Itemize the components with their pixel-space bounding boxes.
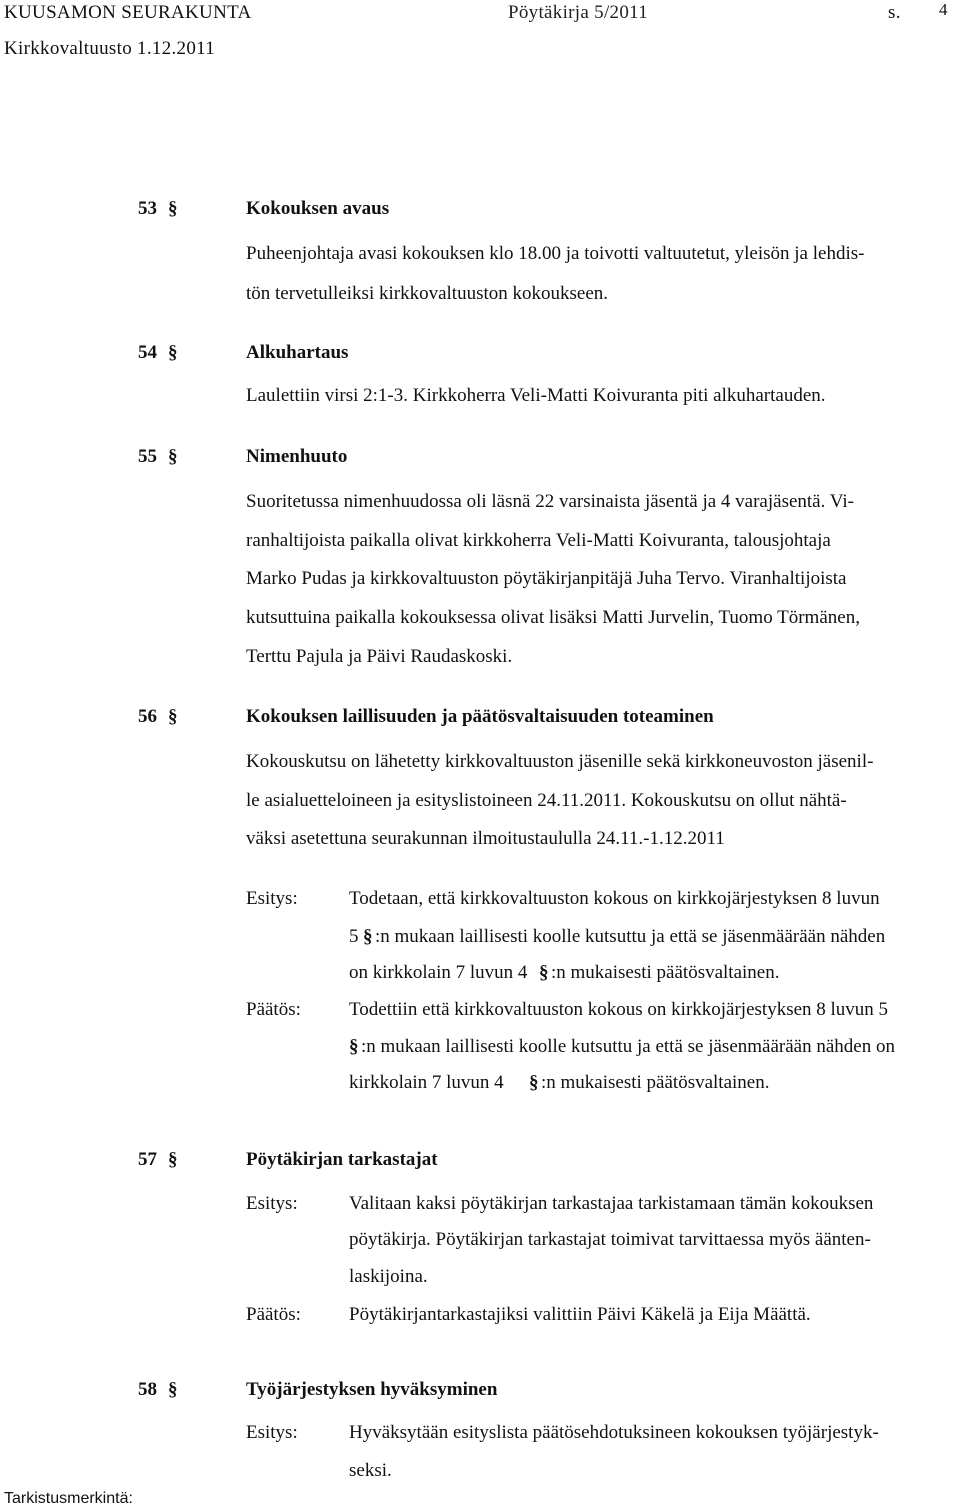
proposal-line: laskijoina. — [349, 1266, 428, 1287]
section-sign-icon: § — [363, 926, 373, 947]
section-sign-icon: § — [168, 446, 178, 467]
decision-label: Päätös: — [246, 1304, 301, 1325]
section-number: 55 — [138, 446, 157, 467]
header-page-number: 4 — [939, 0, 948, 19]
section-title: Pöytäkirjan tarkastajat — [246, 1149, 438, 1170]
section-sign-icon: § — [168, 706, 178, 727]
section-number: 53 — [138, 198, 157, 219]
section-title: Kokouksen laillisuuden ja päätösvaltaisuuden toteaminen — [246, 706, 714, 727]
decision-line: :n mukaan laillisesti koolle kutsuttu ja että se jäsenmäärään nähden on — [361, 1036, 895, 1057]
proposal-line: Todetaan, että kirkkovaltuuston kokous on kirkkojärjestyksen 8 luvun — [349, 888, 880, 909]
body-line: ranhaltijoista paikalla olivat kirkkoherra Veli-Matti Koivuranta, talousjohtaja — [246, 530, 831, 551]
section-sign-icon: § — [168, 1379, 178, 1400]
decision-label: Päätös: — [246, 999, 301, 1020]
proposal-line: pöytäkirja. Pöytäkirjan tarkastajat toimivat tarvittaessa myös äänten- — [349, 1229, 871, 1250]
body-line: väksi asetettuna seurakunnan ilmoitustaululla 24.11.-1.12.2011 — [246, 828, 725, 849]
proposal-line: Hyväksytään esityslista päätösehdotuksineen kokouksen työjärjestyk- — [349, 1422, 879, 1443]
header-organization: KUUSAMON SEURAKUNTA — [4, 2, 252, 23]
section-sign-icon: § — [539, 962, 549, 983]
proposal-line: :n mukaisesti päätösvaltainen. — [551, 962, 780, 983]
proposal-line: :n mukaan laillisesti koolle kutsuttu ja että se jäsenmäärään nähden — [375, 926, 886, 947]
section-title: Työjärjestyksen hyväksyminen — [246, 1379, 498, 1400]
proposal-label: Esitys: — [246, 1193, 298, 1214]
decision-line: Pöytäkirjantarkastajiksi valittiin Päivi Käkelä ja Eija Määttä. — [349, 1304, 811, 1325]
section-number: 56 — [138, 706, 157, 727]
decision-line: kirkkolain 7 luvun 4 — [349, 1072, 504, 1093]
header-document-title: Pöytäkirja 5/2011 — [508, 2, 649, 23]
header-page-label: s. — [888, 2, 901, 23]
proposal-line: on kirkkolain 7 luvun 4 — [349, 962, 528, 983]
section-number: 54 — [138, 342, 157, 363]
section-sign-icon: § — [529, 1072, 539, 1093]
proposal-label: Esitys: — [246, 1422, 298, 1443]
body-line: Suoritetussa nimenhuudossa oli läsnä 22 varsinaista jäsentä ja 4 varajäsentä. Vi- — [246, 491, 854, 512]
proposal-line: Valitaan kaksi pöytäkirjan tarkastajaa tarkistamaan tämän kokouksen — [349, 1193, 874, 1214]
section-sign-icon: § — [168, 1149, 178, 1170]
body-line: kutsuttuina paikalla kokouksessa olivat lisäksi Matti Jurvelin, Tuomo Törmänen, — [246, 607, 860, 628]
body-line: Marko Pudas ja kirkkovaltuuston pöytäkirjanpitäjä Juha Tervo. Viranhaltijoista — [246, 568, 847, 589]
proposal-line: seksi. — [349, 1460, 392, 1481]
decision-line: Todettiin että kirkkovaltuuston kokous on kirkkojärjestyksen 8 luvun 5 — [349, 999, 889, 1020]
decision-line: :n mukaisesti päätösvaltainen. — [541, 1072, 770, 1093]
section-sign-icon: § — [168, 342, 178, 363]
section-sign-icon: § — [349, 1036, 359, 1057]
body-line: tön tervetulleiksi kirkkovaltuuston kokoukseen. — [246, 283, 609, 304]
section-title: Nimenhuuto — [246, 446, 348, 467]
proposal-label: Esitys: — [246, 888, 298, 909]
footer-review-mark: Tarkistusmerkintä: — [4, 1490, 133, 1507]
section-sign-icon: § — [168, 198, 178, 219]
body-line: Laulettiin virsi 2:1-3. Kirkkoherra Veli-Matti Koivuranta piti alkuhartauden. — [246, 385, 826, 406]
section-number: 57 — [138, 1149, 157, 1170]
proposal-number: 5 — [349, 926, 359, 947]
section-title: Alkuhartaus — [246, 342, 349, 363]
section-number: 58 — [138, 1379, 157, 1400]
body-line: Kokouskutsu on lähetetty kirkkovaltuuston jäsenille sekä kirkkoneuvoston jäsenil- — [246, 751, 874, 772]
header-meeting: Kirkkovaltuusto 1.12.2011 — [4, 38, 216, 59]
section-title: Kokouksen avaus — [246, 198, 390, 219]
body-line: Puheenjohtaja avasi kokouksen klo 18.00 ja toivotti valtuutetut, yleisön ja lehdis- — [246, 243, 865, 264]
body-line: le asialuetteloineen ja esityslistoineen 24.11.2011. Kokouskutsu on ollut nähtä- — [246, 790, 847, 811]
body-line: Terttu Pajula ja Päivi Raudaskoski. — [246, 646, 513, 667]
